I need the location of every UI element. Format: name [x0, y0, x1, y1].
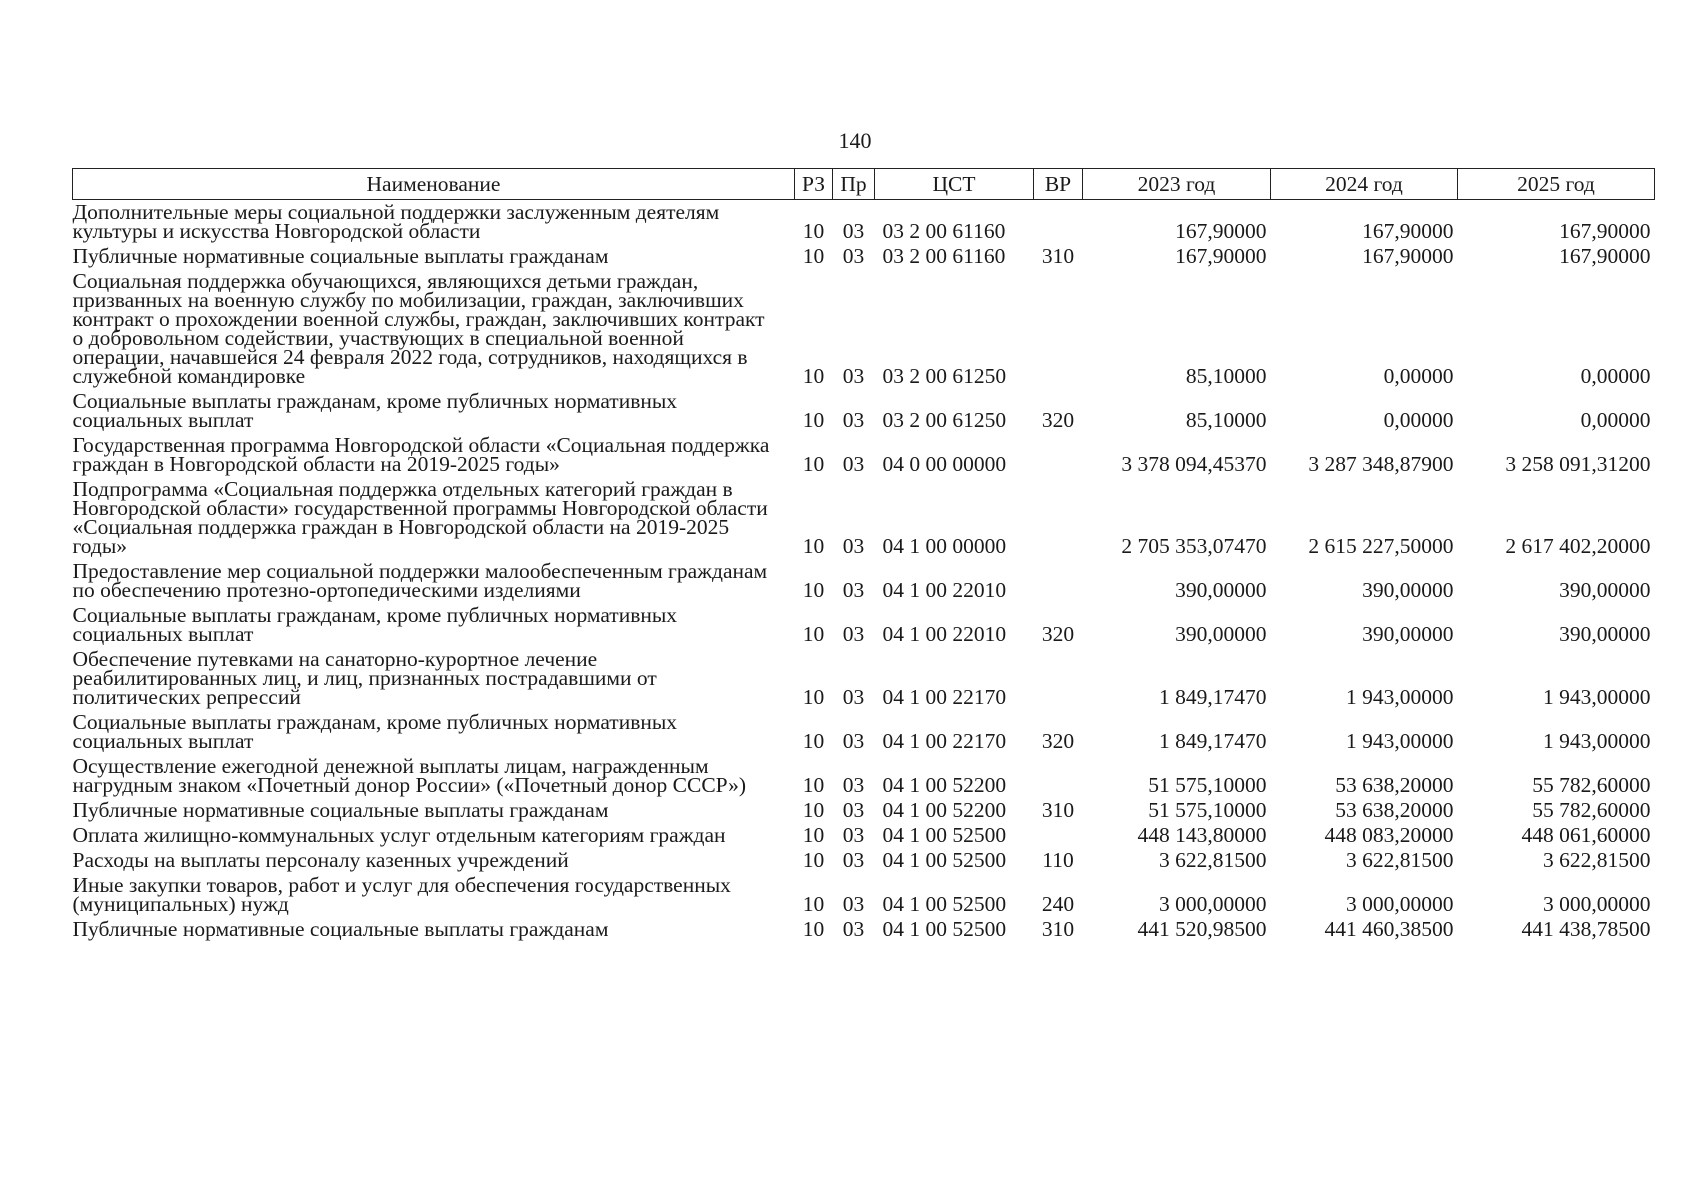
row-name: Расходы на выплаты персоналу казенных учреждений: [72, 848, 569, 872]
table-row: [73, 603, 1655, 647]
row-vr: 320: [1041, 729, 1075, 753]
row-value-2023: 3 622,81500: [1159, 848, 1267, 872]
row-rz: 10: [802, 823, 825, 847]
row-rz: 10: [802, 773, 825, 797]
row-value-2023: 1 849,17470: [1159, 685, 1267, 709]
table-row: [73, 873, 1655, 917]
row-cst: 04 1 00 00000: [882, 534, 1007, 558]
row-vr: 320: [1041, 408, 1075, 432]
row-cst: 03 2 00 61250: [882, 408, 1007, 432]
row-pr: 03: [842, 823, 865, 847]
row-rz: 10: [802, 892, 825, 916]
row-value-2025: 55 782,60000: [1532, 798, 1651, 822]
row-value-2024: 441 460,38500: [1324, 917, 1454, 941]
row-cst: 03 2 00 61160: [882, 219, 1006, 243]
row-value-2025: 0,00000: [1580, 364, 1651, 388]
row-rz: 10: [802, 729, 825, 753]
table-row: [73, 269, 1655, 389]
row-rz: 10: [802, 685, 825, 709]
row-value-2024: 0,00000: [1383, 364, 1454, 388]
row-value-2024: 53 638,20000: [1335, 773, 1454, 797]
row-value-2024: 0,00000: [1383, 408, 1454, 432]
row-vr: 240: [1041, 892, 1075, 916]
row-value-2024: 3 000,00000: [1346, 892, 1454, 916]
row-cst: 04 1 00 52500: [882, 848, 1007, 872]
table-row: [73, 917, 1655, 942]
page-number: 140: [838, 128, 872, 153]
row-vr: 310: [1041, 244, 1075, 268]
row-pr: 03: [842, 578, 865, 602]
row-value-2025: 0,00000: [1580, 408, 1651, 432]
row-cst: 03 2 00 61250: [882, 364, 1007, 388]
row-cst: 04 1 00 52500: [882, 892, 1007, 916]
row-rz: 10: [802, 578, 825, 602]
row-value-2025: 3 000,00000: [1543, 892, 1651, 916]
table-row: [73, 798, 1655, 823]
row-cst: 04 1 00 52500: [882, 823, 1007, 847]
table-row: [73, 647, 1655, 710]
row-value-2025: 55 782,60000: [1532, 773, 1651, 797]
row-pr: 03: [842, 219, 865, 243]
row-value-2023: 3 378 094,45370: [1121, 452, 1267, 476]
row-value-2025: 390,00000: [1559, 578, 1651, 602]
row-rz: 10: [802, 917, 825, 941]
header-row: [73, 169, 1655, 200]
row-value-2023: 2 705 353,07470: [1121, 534, 1267, 558]
row-value-2024: 2 615 227,50000: [1308, 534, 1454, 558]
row-pr: 03: [842, 685, 865, 709]
row-value-2024: 390,00000: [1362, 578, 1454, 602]
row-value-2024: 1 943,00000: [1346, 729, 1454, 753]
row-vr: [1034, 754, 1083, 798]
budget-table: [72, 168, 1655, 942]
row-vr: 310: [1041, 917, 1075, 941]
row-name: Социальные выплаты гражданам, кроме публичных нормативных социальных выплат: [72, 603, 678, 646]
row-value-2025: 448 061,60000: [1521, 823, 1651, 847]
table-header: [73, 169, 1655, 200]
row-value-2024: 167,90000: [1362, 244, 1454, 268]
row-pr: 03: [842, 917, 865, 941]
table-row: [73, 477, 1655, 559]
row-name: Государственная программа Новгородской области «Социальная поддержка граждан в Новгородской области на 2019-2025 годы»: [72, 433, 770, 476]
row-value-2025: 167,90000: [1559, 244, 1651, 268]
row-value-2024: 1 943,00000: [1346, 685, 1454, 709]
row-value-2023: 448 143,80000: [1137, 823, 1267, 847]
row-pr: 03: [842, 729, 865, 753]
row-pr: 03: [842, 848, 865, 872]
header-name: Наименование: [73, 169, 795, 200]
row-vr: [1034, 559, 1083, 603]
row-vr: [1034, 823, 1083, 848]
row-value-2023: 3 000,00000: [1159, 892, 1267, 916]
header-2023: 2023 год: [1083, 169, 1271, 200]
row-pr: 03: [842, 534, 865, 558]
row-cst: 04 1 00 22010: [882, 578, 1007, 602]
row-value-2024: 167,90000: [1362, 219, 1454, 243]
row-rz: 10: [802, 534, 825, 558]
row-pr: 03: [842, 892, 865, 916]
row-value-2025: 390,00000: [1559, 622, 1651, 646]
row-pr: 03: [842, 622, 865, 646]
row-rz: 10: [802, 408, 825, 432]
header-rz: РЗ: [795, 169, 833, 200]
header-cst: ЦСТ: [875, 169, 1034, 200]
row-value-2023: 390,00000: [1175, 578, 1267, 602]
table-row: [73, 559, 1655, 603]
table-row: [73, 389, 1655, 433]
row-vr: [1034, 433, 1083, 477]
row-pr: 03: [842, 408, 865, 432]
row-value-2023: 390,00000: [1175, 622, 1267, 646]
row-value-2023: 167,90000: [1175, 244, 1267, 268]
header-2024: 2024 год: [1271, 169, 1458, 200]
row-value-2023: 51 575,10000: [1148, 773, 1267, 797]
row-value-2025: 441 438,78500: [1521, 917, 1651, 941]
row-pr: 03: [842, 773, 865, 797]
row-rz: 10: [802, 364, 825, 388]
row-name: Публичные нормативные социальные выплаты гражданам: [72, 798, 609, 822]
row-cst: 03 2 00 61160: [882, 244, 1006, 268]
row-value-2023: 85,10000: [1185, 408, 1267, 432]
row-value-2025: 1 943,00000: [1543, 685, 1651, 709]
table-row: [73, 433, 1655, 477]
row-vr: 310: [1041, 798, 1075, 822]
table-row: [73, 244, 1655, 269]
row-value-2025: 2 617 402,20000: [1505, 534, 1651, 558]
row-pr: 03: [842, 244, 865, 268]
row-value-2025: 1 943,00000: [1543, 729, 1651, 753]
row-rz: 10: [802, 798, 825, 822]
row-rz: 10: [802, 622, 825, 646]
row-value-2024: 390,00000: [1362, 622, 1454, 646]
header-pr: Пр: [833, 169, 875, 200]
row-name: Предоставление мер социальной поддержки малообеспеченным гражданам по обеспечению протезно-ортопедическими изделиями: [72, 559, 768, 602]
row-vr: [1034, 477, 1083, 559]
table-row: [73, 754, 1655, 798]
row-name: Подпрограмма «Социальная поддержка отдельных категорий граждан в Новгородской области» государственной программы Новгородской области «Социальная поддержка граждан в Новгородской области на 2019-2025 годы»: [72, 477, 768, 558]
row-rz: 10: [802, 244, 825, 268]
row-rz: 10: [802, 452, 825, 476]
row-value-2023: 51 575,10000: [1148, 798, 1267, 822]
row-value-2024: 448 083,20000: [1324, 823, 1454, 847]
row-value-2023: 167,90000: [1175, 219, 1267, 243]
table-row: [73, 200, 1655, 245]
row-vr: [1034, 647, 1083, 710]
row-value-2023: 85,10000: [1185, 364, 1267, 388]
table-row: [73, 823, 1655, 848]
row-value-2025: 167,90000: [1559, 219, 1651, 243]
row-cst: 04 1 00 52200: [882, 798, 1007, 822]
row-pr: 03: [842, 452, 865, 476]
row-value-2025: 3 258 091,31200: [1505, 452, 1651, 476]
table-body: [73, 200, 1655, 943]
row-value-2023: 1 849,17470: [1159, 729, 1267, 753]
table-row: [73, 710, 1655, 754]
row-value-2024: 3 287 348,87900: [1308, 452, 1454, 476]
table-row: [73, 848, 1655, 873]
row-name: Социальная поддержка обучающихся, являющихся детьми граждан, призванных на военную службу по мобилизации, граждан, заключивших контракт о прохождении военной службы, граждан, заключивших контракт о добровольном содействии, участвующих в специальной военной операции, начавшейся 24 февраля 2022 года, сотрудников, находящихся в служебной командировке: [72, 269, 765, 388]
header-2025: 2025 год: [1458, 169, 1655, 200]
row-pr: 03: [842, 798, 865, 822]
row-value-2024: 53 638,20000: [1335, 798, 1454, 822]
row-rz: 10: [802, 219, 825, 243]
row-name: Осуществление ежегодной денежной выплаты лицам, награжденным нагрудным знаком «Почетный донор России» («Почетный донор СССР»): [72, 754, 747, 797]
row-pr: 03: [842, 364, 865, 388]
row-name: Социальные выплаты гражданам, кроме публичных нормативных социальных выплат: [72, 710, 678, 753]
row-cst: 04 1 00 52200: [882, 773, 1007, 797]
row-name: Оплата жилищно-коммунальных услуг отдельным категориям граждан: [72, 823, 726, 847]
row-cst: 04 1 00 22010: [882, 622, 1007, 646]
row-name: Иные закупки товаров, работ и услуг для обеспечения государственных (муниципальных) нужд: [72, 873, 731, 916]
row-vr: [1034, 200, 1083, 245]
row-name: Публичные нормативные социальные выплаты гражданам: [72, 244, 609, 268]
row-value-2024: 3 622,81500: [1346, 848, 1454, 872]
row-name: Дополнительные меры социальной поддержки заслуженным деятелям культуры и искусства Новгородской области: [72, 200, 720, 243]
header-vr: ВР: [1034, 169, 1083, 200]
row-vr: 110: [1042, 848, 1074, 872]
row-vr: [1034, 269, 1083, 389]
row-cst: 04 0 00 00000: [882, 452, 1007, 476]
row-vr: 320: [1041, 622, 1075, 646]
row-value-2023: 441 520,98500: [1137, 917, 1267, 941]
row-value-2025: 3 622,81500: [1543, 848, 1651, 872]
row-cst: 04 1 00 52500: [882, 917, 1007, 941]
row-rz: 10: [802, 848, 825, 872]
row-name: Публичные нормативные социальные выплаты гражданам: [72, 917, 609, 941]
row-name: Социальные выплаты гражданам, кроме публичных нормативных социальных выплат: [72, 389, 678, 432]
row-cst: 04 1 00 22170: [882, 685, 1007, 709]
row-name: Обеспечение путевками на санаторно-курортное лечение реабилитированных лиц, и лиц, признанных пострадавшими от политических репрессий: [72, 647, 657, 709]
row-cst: 04 1 00 22170: [882, 729, 1007, 753]
